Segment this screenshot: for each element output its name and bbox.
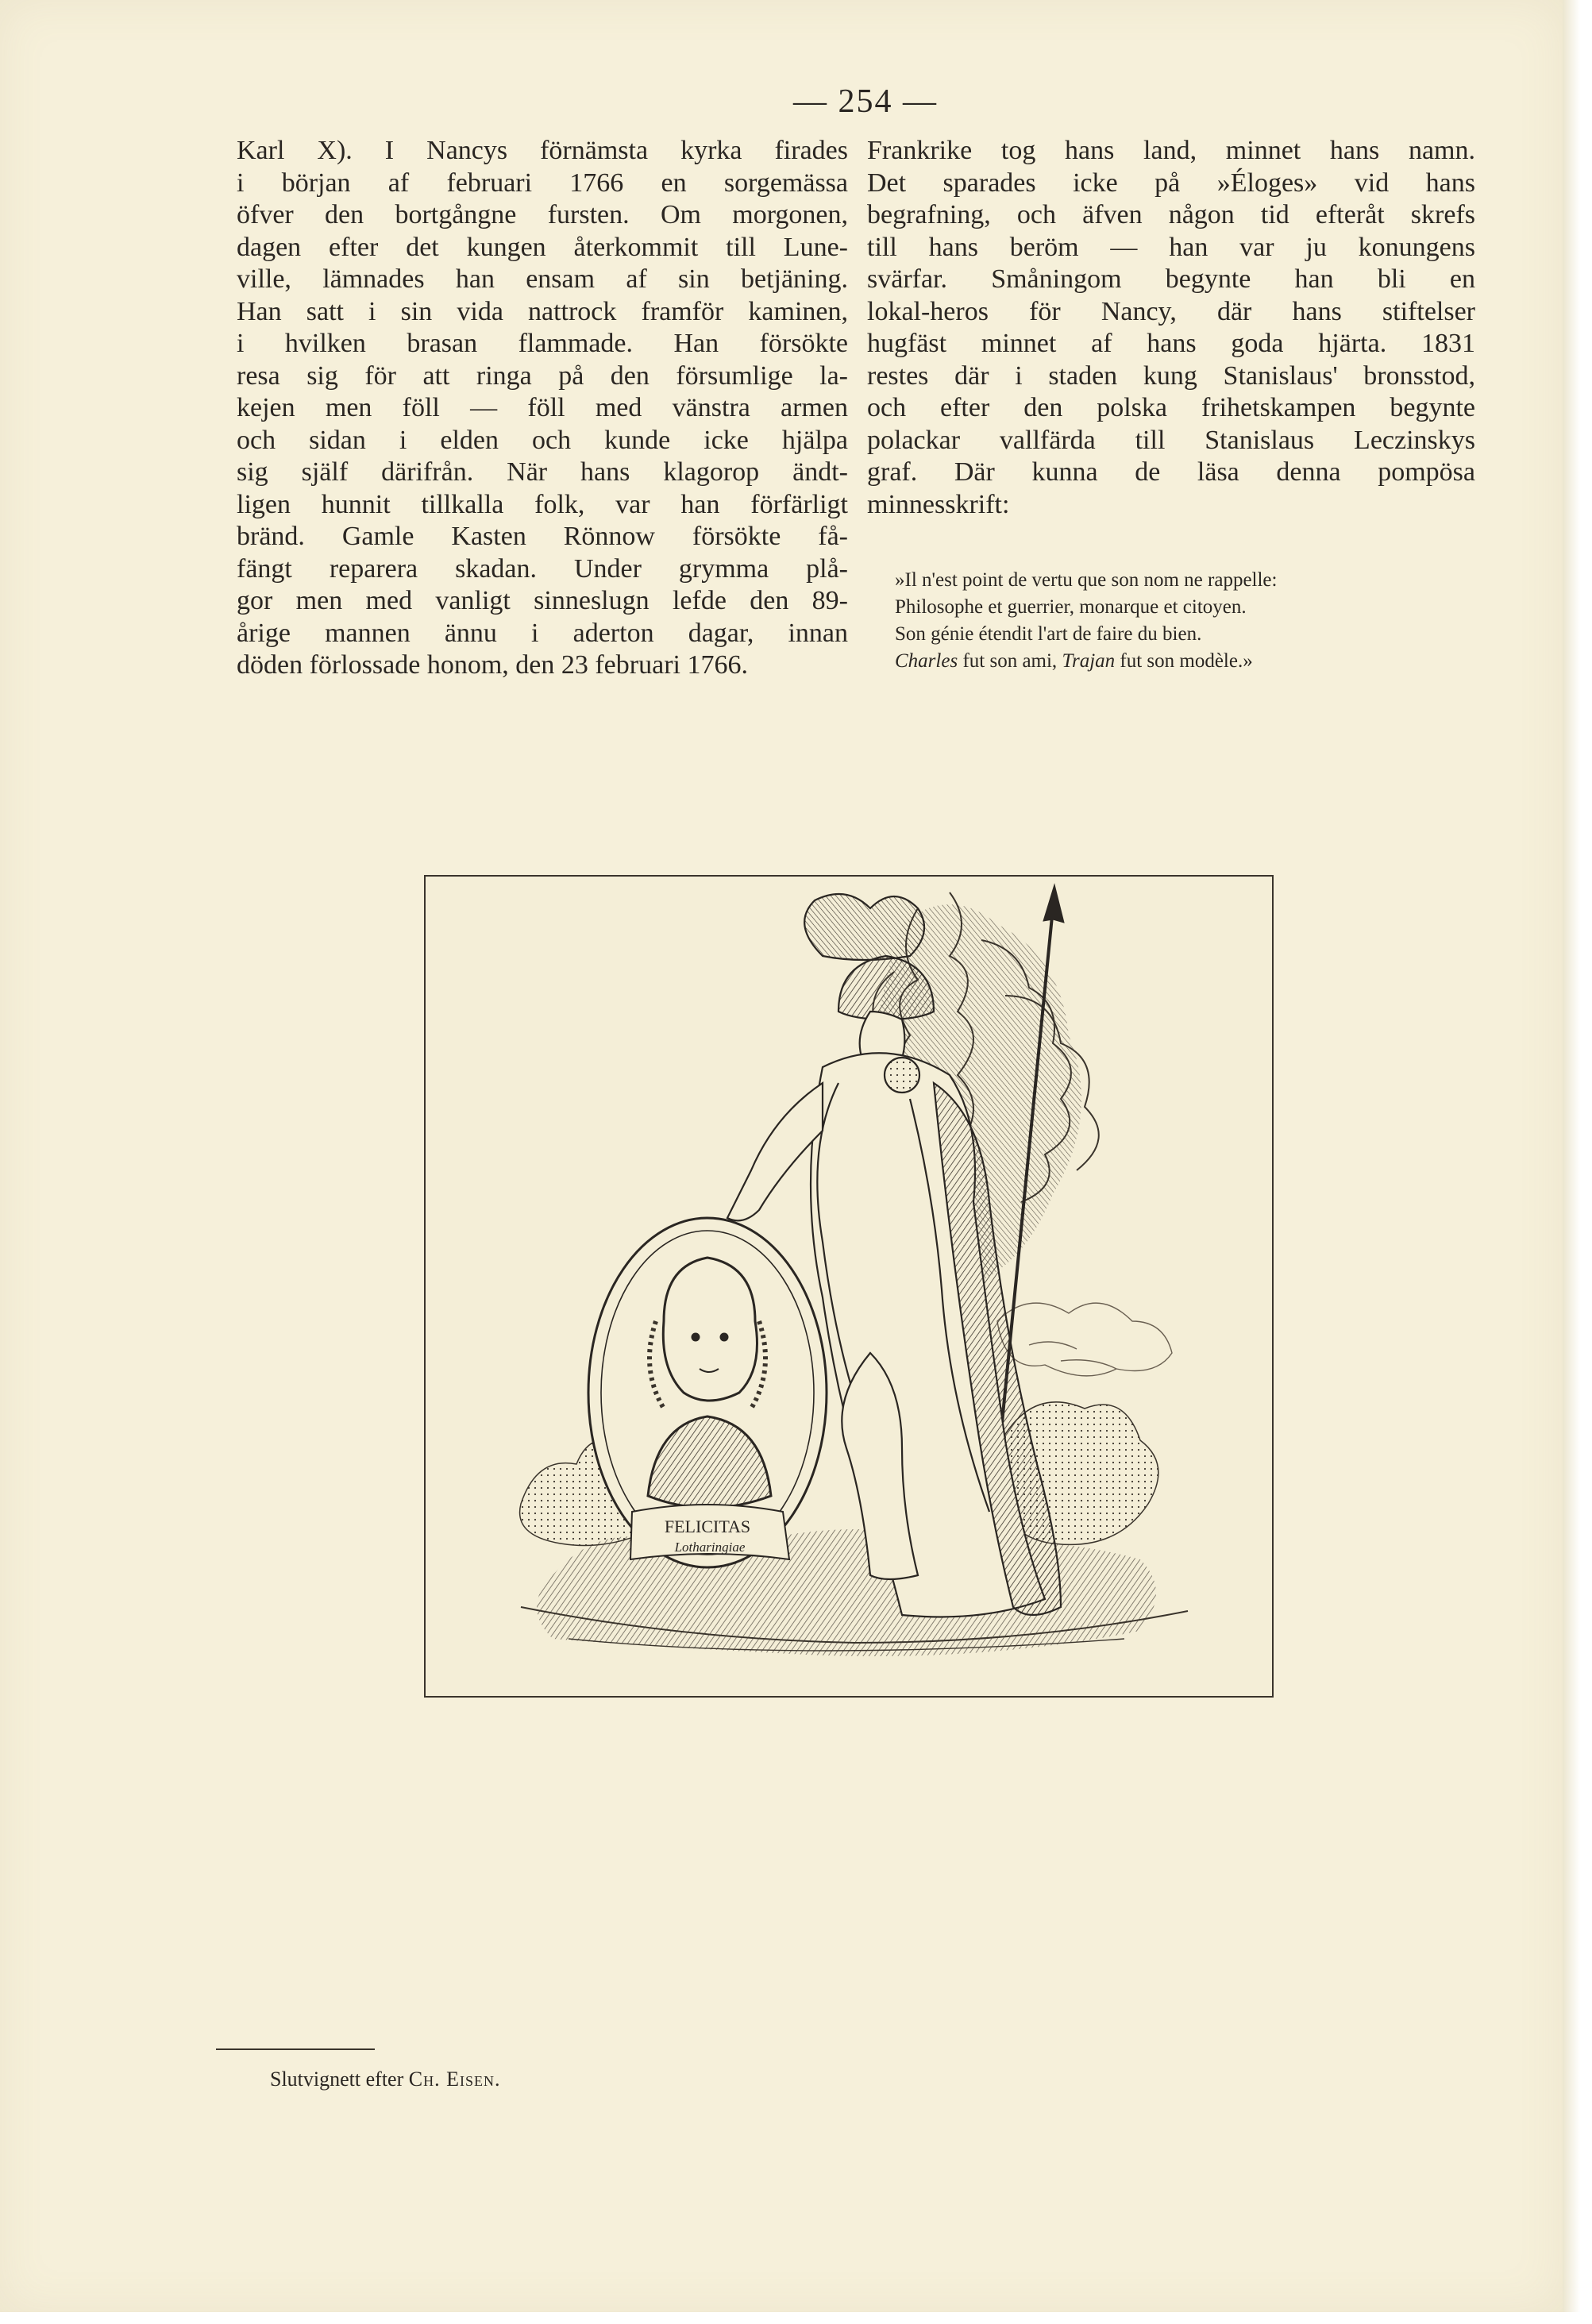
text-line: fängt reparera skadan. Under grymma plå-: [237, 553, 848, 584]
text-line: och efter den polska frihetskampen begynte: [867, 393, 1475, 422]
right-column: [867, 135, 1475, 521]
verse-name-trajan: Trajan: [1062, 650, 1116, 672]
text-line: lokal-heros för Nancy, där hans stiftelser: [867, 296, 1475, 326]
left-column: [237, 135, 848, 682]
text-line: gor men med vanligt sinneslugn lefde den 89-: [237, 586, 848, 615]
verse-line: Son génie étendit l'art de faire du bien.: [895, 623, 1202, 645]
text-line: bränd. Gamle Kasten Rönnow försökte få-: [237, 522, 848, 551]
footnote-author: Ch. Eisen.: [408, 2068, 501, 2091]
text-line: ligen hunnit tillkalla folk, var han förfärligt: [237, 489, 848, 519]
banner-text-1: FELICITAS: [664, 1517, 751, 1536]
engraving-illustration: [426, 877, 1272, 1696]
text-line: Frankrike tog hans land, minnet hans namn.: [867, 136, 1475, 165]
text-line: graf. Där kunna de läsa denna pompösa: [867, 457, 1475, 487]
clouds: [997, 1303, 1172, 1376]
banner-text-2: Lotharingiae: [674, 1540, 746, 1555]
text-line: minnesskrift:: [867, 489, 1010, 519]
text-line: ville, lämnades han ensam af sin betjäning.: [237, 264, 848, 294]
text-line: till hans beröm — han var ju konungens: [867, 232, 1475, 262]
text-line: svärfar. Småningom begynte han bli en: [867, 264, 1475, 294]
footnote: [270, 2068, 500, 2091]
text-line: hugfäst minnet af hans goda hjärta. 1831: [867, 329, 1475, 358]
text-line: Karl X). I Nancys förnämsta kyrka firades: [237, 136, 848, 165]
text-line: polackar vallfärda till Stanislaus Leczinskys: [867, 425, 1475, 455]
verse-text: fut son modèle.»: [1115, 650, 1253, 672]
verse-name-charles: Charles: [895, 650, 958, 672]
page-edge: [1563, 0, 1592, 2324]
verse-text: fut son ami,: [958, 650, 1062, 672]
epitaph-verse: [895, 567, 1482, 675]
text-line: årige mannen ännu i aderton dagar, innan: [237, 618, 848, 648]
text-line: Det sparades icke på »Éloges» vid hans: [867, 168, 1475, 198]
engraving-vignette: [424, 875, 1274, 1698]
footnote-rule: [216, 2048, 375, 2050]
verse-line: Philosophe et guerrier, monarque et citoyen.: [895, 596, 1247, 618]
page-number: — 254 —: [793, 83, 938, 120]
text-line: begrafning, och äfven någon tid efteråt skrefs: [867, 200, 1475, 229]
text-line: och sidan i elden och kunde icke hjälpa: [237, 425, 848, 455]
verse-line: [895, 648, 1482, 675]
text-line: i början af februari 1766 en sorgemässa: [237, 168, 848, 198]
text-line: i hvilken brasan flammade. Han försökte: [237, 329, 848, 358]
footnote-prefix: Slutvignett efter: [270, 2068, 409, 2091]
text-line: döden förlossade honom, den 23 februari 1766.: [237, 650, 748, 680]
text-line: resa sig för att ringa på den försumlige la-: [237, 360, 848, 391]
text-line: Han satt i sin vida nattrock framför kaminen,: [237, 296, 848, 326]
text-line: sig själf därifrån. När hans klagorop ändt-: [237, 457, 848, 487]
text-line: öfver den bortgångne fursten. Om morgonen,: [237, 200, 848, 229]
text-line: dagen efter det kungen återkommit till Lune-: [237, 232, 848, 262]
verse-line: »Il n'est point de vertu que son nom ne rappelle:: [895, 569, 1278, 591]
ground: [521, 1525, 1188, 1656]
page-bottom-edge: [0, 2312, 1592, 2324]
text-line: kejen men föll — föll med vänstra armen: [237, 393, 848, 422]
text-line: restes där i staden kung Stanislaus' bronsstod,: [867, 360, 1475, 391]
